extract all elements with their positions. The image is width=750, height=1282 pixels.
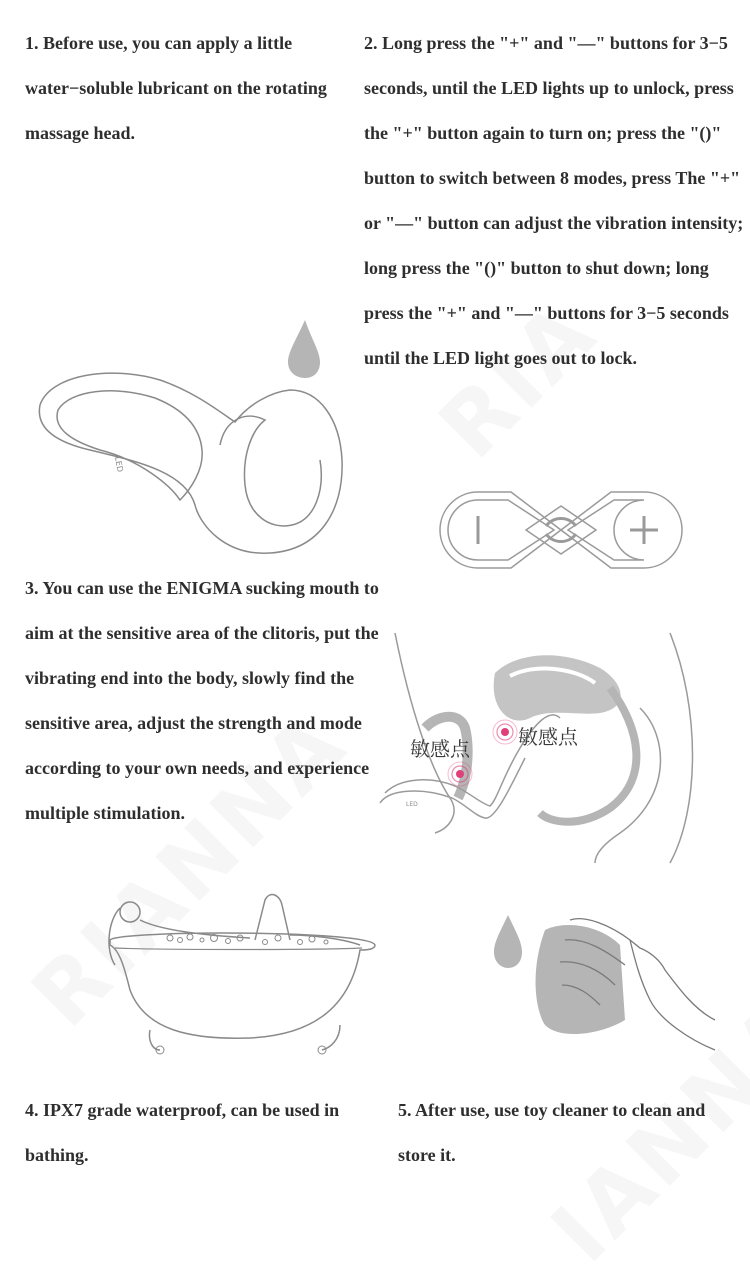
sensitive-point-label-left: 敏感点 [410, 737, 470, 761]
step-5-text: 5. After use, use toy cleaner to clean and store it. [398, 1100, 706, 1165]
bathtub-illustration [90, 890, 380, 1060]
step-1-text: 1. Before use, you can apply a little water−soluble lubricant on the rotating massage head. [25, 33, 327, 143]
sensitive-point-marker-upper [493, 720, 517, 744]
step-3-text: 3. You can use the ENIGMA sucking mouth to aim at the sensitive area of the clitoris, put the vibrating end into the body, slowly find the sensitive area, adjust the strength and mode according to your own needs, and experience multiple stimulation. [25, 578, 379, 823]
bather-head [120, 902, 140, 922]
device-illustration [20, 310, 360, 560]
sensitive-point-marker-lower [448, 762, 472, 786]
usage-illustration [370, 628, 710, 868]
plus-button-icon [630, 516, 658, 544]
step-4-text: 4. IPX7 grade waterproof, can be used in bathing. [25, 1100, 340, 1165]
button-panel-illustration [436, 488, 686, 572]
water-drop-icon [494, 915, 522, 968]
step-2-text: 2. Long press the "+" and "—" buttons for 3−5 seconds, until the LED lights up to unlock, press the "+" button again to turn on; press the "()" button to switch between 8 modes, press The "+" or "—" button can adjust the vibration intensity; long press the "()" button to shut down; long press the "+" and "—" buttons for 3−5 seconds until the LED light goes out to lock. [364, 33, 744, 368]
sensitive-point-label-right: 敏感点 [518, 725, 578, 749]
svg-text:LED: LED [406, 801, 418, 808]
cleaning-illustration [490, 900, 720, 1060]
svg-text:LED: LED [113, 455, 125, 473]
water-drop-icon [288, 320, 320, 378]
